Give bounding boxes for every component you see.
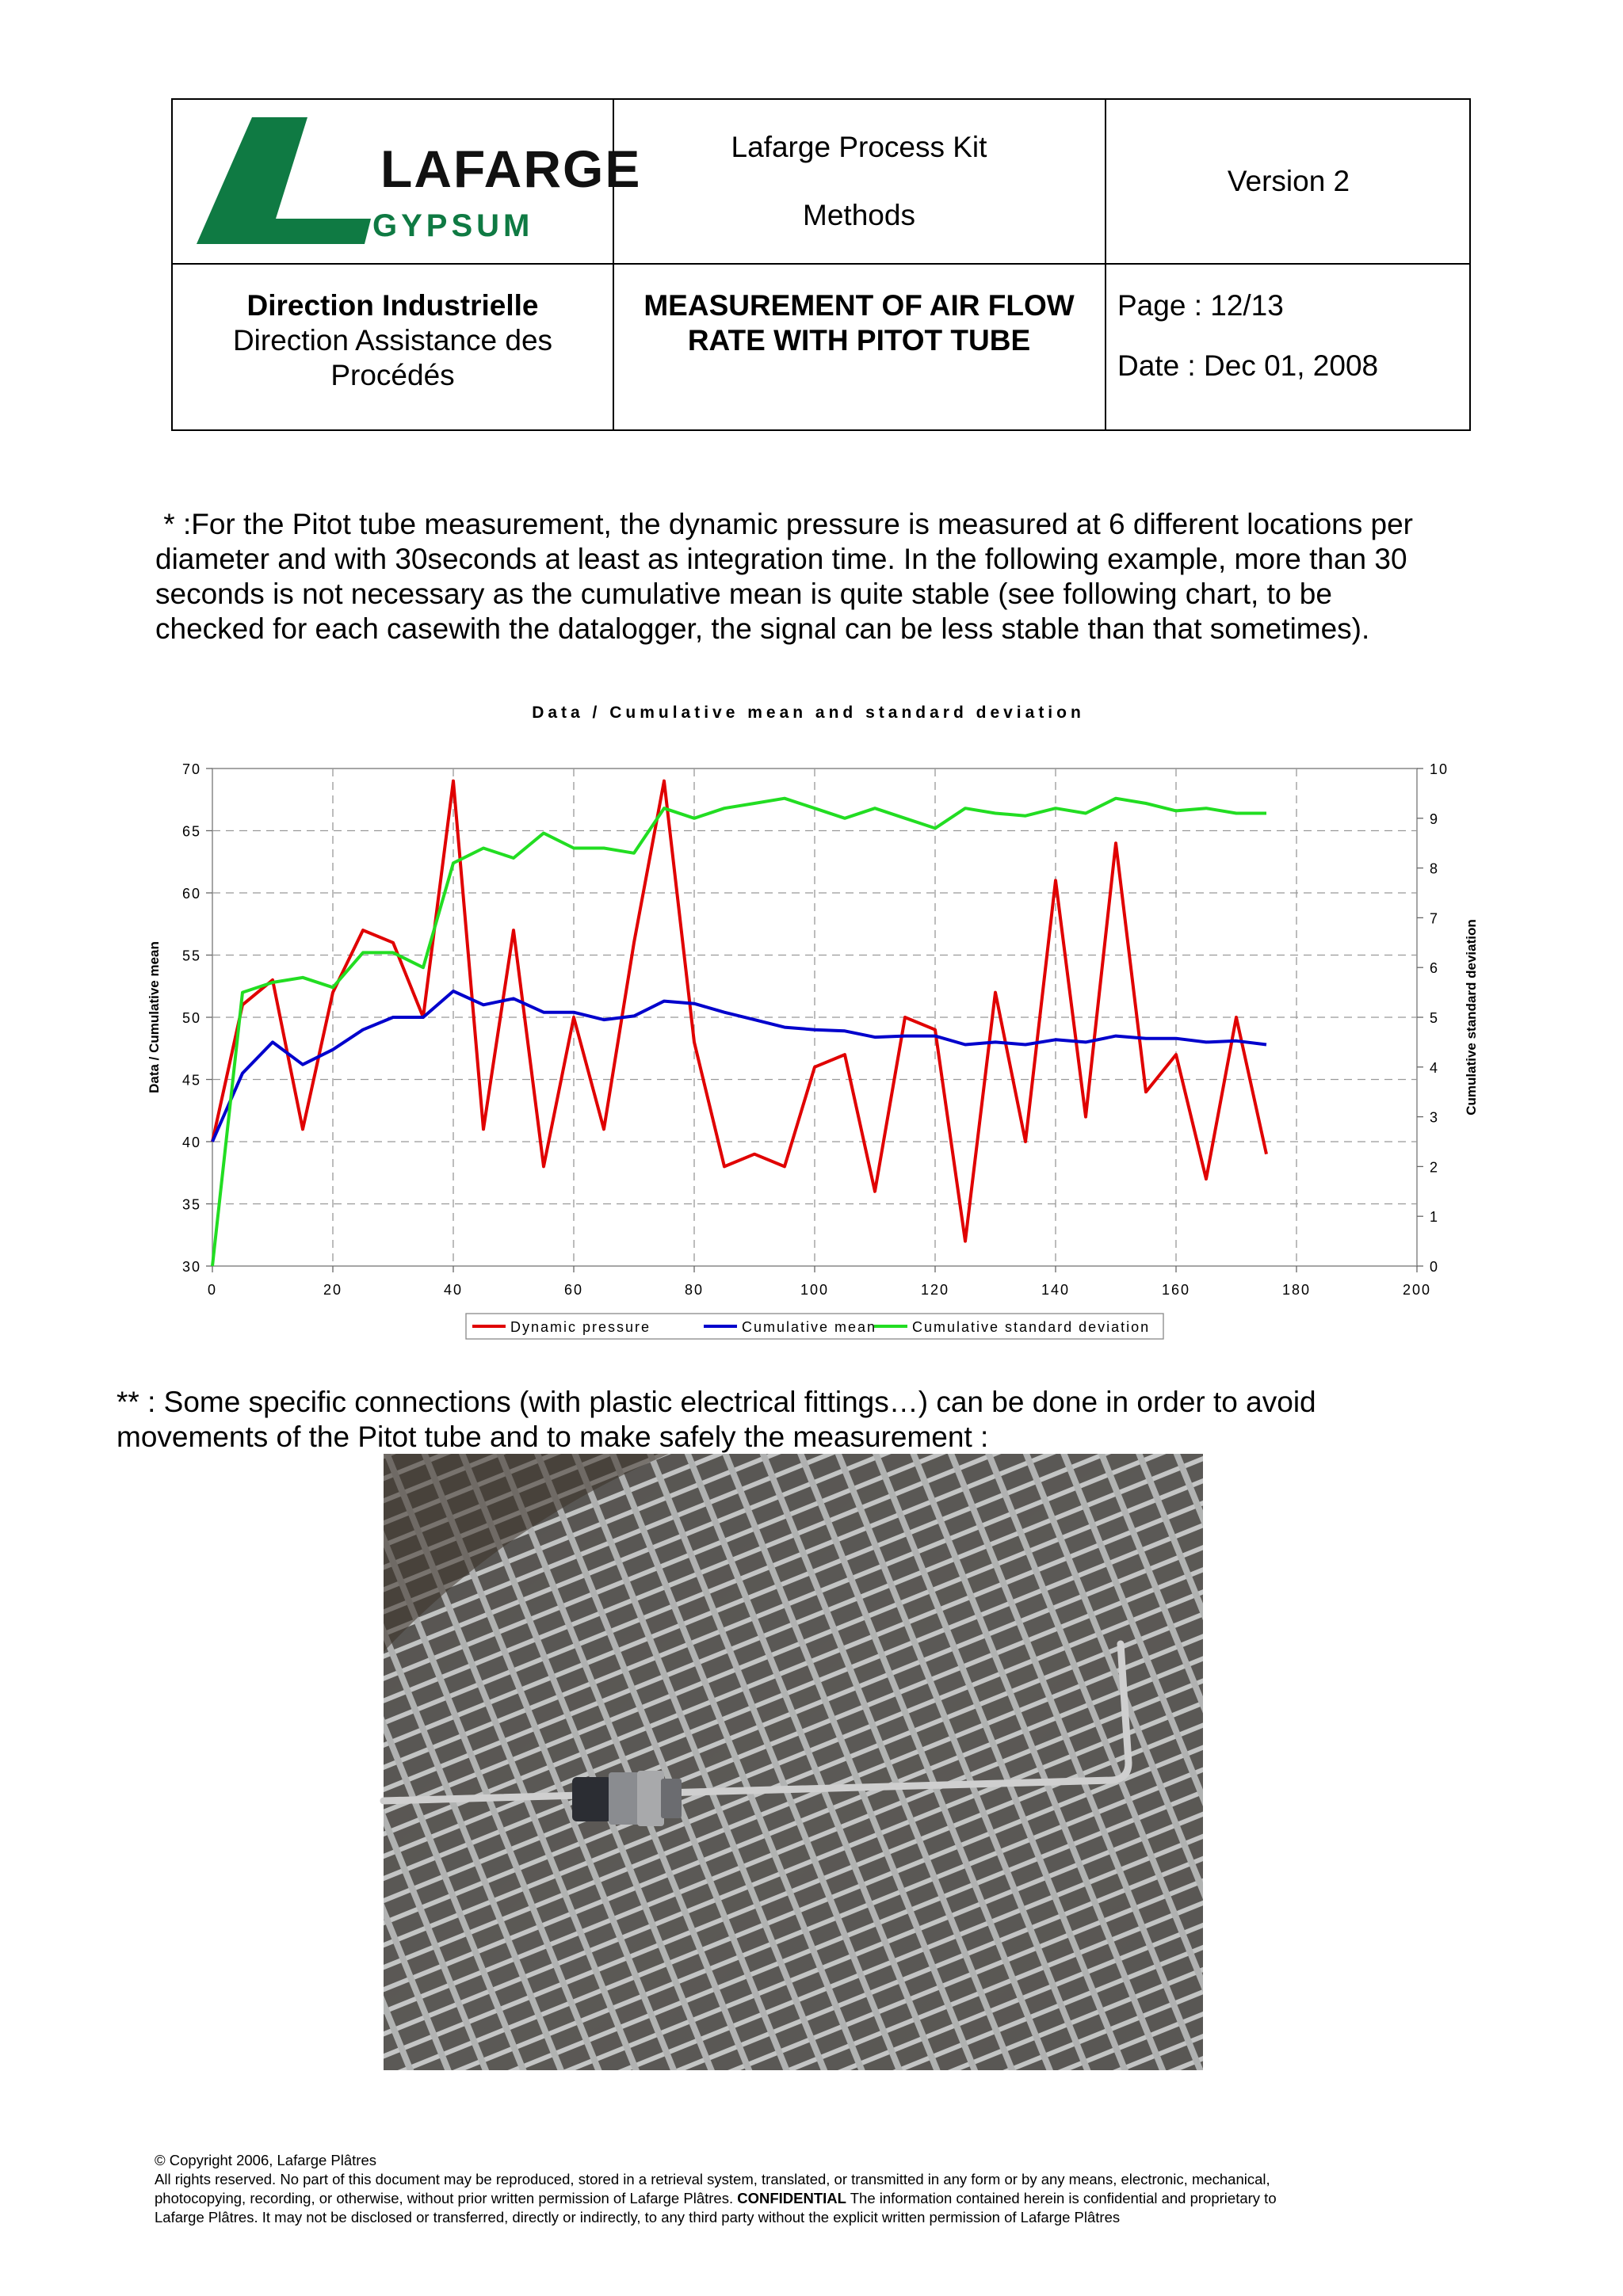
document-title: MEASUREMENT OF AIR FLOW [643,289,1075,322]
footer-text: The information contained herein is confidential and proprietary to [846,2190,1277,2206]
x-tick-label: 60 [563,1282,584,1298]
x-tick-label: 0 [207,1282,218,1298]
footer-line: Lafarge Plâtres. It may not be disclosed or transferred, directly or indirectly, to any third party without the explicit written permission of Lafarge Plâtres [155,2209,1121,2225]
paragraph-line: diameter and with 30seconds at least as integration time. In the following example, more than 30 [155,543,1407,575]
y2-tick-label: 7 [1430,910,1440,927]
note-connections [116,1385,1316,1455]
copyright-footer [155,2151,1470,2227]
note-pitot-measurement [155,507,1413,646]
legend-label: Cumulative mean [742,1319,877,1335]
y2-tick-label: 10 [1430,761,1449,777]
y2-tick-label: 5 [1430,1010,1440,1026]
department-cell [173,265,613,431]
y-tick-label: 55 [181,948,201,964]
y-tick-label: 60 [181,886,201,902]
department-line: Procédés [330,359,455,391]
paragraph-line: * :For the Pitot tube measurement, the dynamic pressure is measured at 6 different locations per [155,508,1414,540]
x-tick-label: 80 [684,1282,705,1298]
y-tick-label: 35 [181,1196,201,1213]
chart [143,689,1479,1347]
footer-text: photocopying, recording, or otherwise, without prior written permission of Lafarge Plâtres. [155,2190,738,2206]
x-tick-label: 100 [800,1282,830,1298]
x-tick-label: 40 [443,1282,464,1298]
header-table [171,98,1471,431]
page-number: Page : 12/13 [1117,289,1284,322]
chart-plot [143,689,1479,1347]
legend-label: Dynamic pressure [510,1319,651,1335]
department-line: Direction Assistance des [232,324,553,357]
logo-brand-text: LAFARGE [380,139,642,198]
logo-sub-text: GYPSUM [372,208,534,243]
y-tick-label: 45 [181,1072,201,1089]
y-tick-label: 65 [181,823,201,840]
lafarge-gypsum-logo [197,108,642,254]
pitot-tube-photo [384,1454,1203,2070]
paragraph-line: seconds is not necessary as the cumulative mean is quite stable (see following chart, to be [155,578,1332,610]
y2-tick-label: 2 [1430,1159,1440,1176]
legend-label: Cumulative standard deviation [912,1319,1151,1335]
footer-line: © Copyright 2006, Lafarge Plâtres [155,2152,376,2168]
document-title-cell [614,265,1104,431]
page-info-cell [1117,265,1466,431]
y2-axis-label: Cumulative standard deviation [1464,919,1479,1116]
y2-tick-label: 3 [1430,1109,1440,1126]
y2-tick-label: 8 [1430,860,1440,877]
x-tick-label: 200 [1402,1282,1432,1298]
document-title: RATE WITH PITOT TUBE [687,324,1031,357]
document-date: Date : Dec 01, 2008 [1117,349,1379,382]
footer-line: All rights reserved. No part of this document may be reproduced, stored in a retrieval system, translated, or transmitted in any form or by any means, electronic, mechanical, [155,2171,1270,2187]
footer-line [155,2189,1470,2208]
kit-cell [614,100,1104,262]
y-tick-label: 30 [181,1259,201,1275]
y-tick-label: 50 [181,1010,201,1026]
department-title: Direction Industrielle [246,289,539,322]
y2-tick-label: 4 [1430,1059,1440,1076]
confidential-label: CONFIDENTIAL [737,2190,846,2206]
x-tick-label: 120 [920,1282,950,1298]
y2-tick-label: 6 [1430,960,1440,977]
x-tick-label: 160 [1161,1282,1191,1298]
paragraph-line: movements of the Pitot tube and to make safely the measurement : [116,1421,989,1453]
y2-tick-label: 0 [1430,1259,1440,1275]
y-axis-label: Data / Cumulative mean [147,941,162,1093]
y-tick-label: 70 [181,761,201,777]
y2-tick-label: 9 [1430,810,1440,827]
x-tick-label: 20 [323,1282,343,1298]
paragraph-line: checked for each casewith the datalogger, the signal can be less stable than that sometimes). [155,612,1370,645]
y-tick-label: 40 [181,1135,201,1150]
kit-subtitle: Methods [803,198,915,231]
version-cell [1106,100,1471,262]
y2-tick-label: 1 [1430,1209,1440,1226]
version-label: Version 2 [1227,164,1350,197]
chart-title: Data / Cumulative mean and standard deviation [532,704,1085,722]
x-tick-label: 140 [1041,1282,1071,1298]
paragraph-line: ** : Some specific connections (with plastic electrical fittings…) can be done in order to avoid [116,1386,1316,1418]
x-tick-label: 180 [1281,1282,1312,1298]
kit-title: Lafarge Process Kit [731,130,987,163]
